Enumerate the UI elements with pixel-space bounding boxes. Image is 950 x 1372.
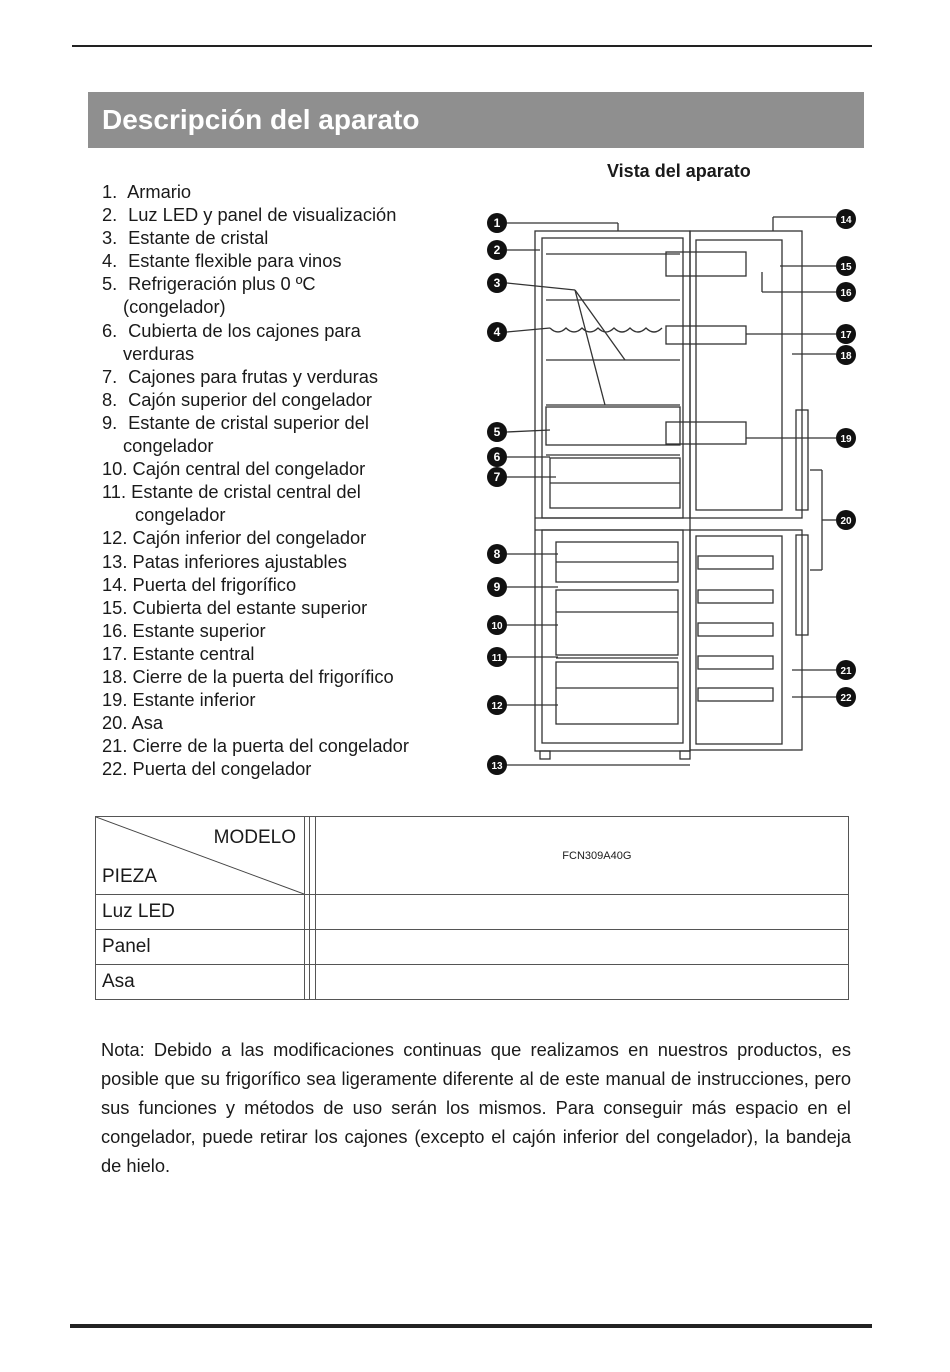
- svg-text:1: 1: [493, 216, 501, 230]
- model-header: MODELO: [213, 827, 296, 848]
- svg-text:11: 11: [491, 653, 503, 664]
- svg-text:3: 3: [493, 276, 501, 290]
- row-label: Asa: [96, 965, 305, 1000]
- svg-text:15: 15: [840, 262, 852, 273]
- table-cell: [315, 965, 848, 1000]
- part-item: 19. Estante inferior: [102, 689, 256, 711]
- table-cell: [315, 895, 848, 930]
- model-parts-table: [95, 816, 849, 1000]
- svg-text:6: 6: [493, 450, 501, 464]
- table-corner-header: [96, 817, 305, 895]
- part-item: 1. Armario: [102, 181, 192, 202]
- svg-text:2: 2: [493, 243, 501, 257]
- svg-text:10: 10: [491, 621, 503, 632]
- row-label: Luz LED: [96, 895, 305, 930]
- table-row: [96, 965, 849, 1000]
- svg-text:16: 16: [840, 288, 852, 299]
- top-rule: [72, 45, 872, 47]
- svg-text:14: 14: [840, 215, 852, 226]
- svg-text:5: 5: [493, 425, 501, 439]
- part-item: 15. Cubierta del estante superior: [102, 596, 368, 618]
- view-title: Vista del aparato: [607, 161, 751, 181]
- svg-text:4: 4: [493, 325, 501, 339]
- model-code-cell: FCN309A40G: [315, 817, 848, 895]
- part-item: 6. Cubierta de los cajones para verduras: [102, 319, 361, 364]
- freezer-door: [690, 530, 802, 750]
- svg-text:20: 20: [840, 516, 852, 527]
- note-paragraph: Nota: Debido a las modificaciones continuas que realizamos en nuestros productos, es posible que su frigorífico sea ligeramente diferente al de este manual de instrucciones, pero sus funciones y métodos de uso serán los mismos. Para conseguir más espacio en el congelador, puede retirar los cajones (excepto el cajón inferior del congelador), la bandeja de hielo.: [101, 1039, 851, 1177]
- part-item: 2. Luz LED y panel de visualización: [102, 204, 397, 226]
- part-item: 18. Cierre de la puerta del frigorífico: [102, 665, 394, 687]
- part-item: 3. Estante de cristal: [102, 227, 269, 249]
- part-item: 17. Estante central: [102, 642, 255, 664]
- part-item: 10. Cajón central del congelador: [102, 458, 366, 480]
- svg-text:13: 13: [491, 761, 503, 772]
- svg-text:12: 12: [491, 701, 503, 712]
- part-item: 5. Refrigeración plus 0 ºC (congelador): [102, 273, 316, 318]
- svg-text:22: 22: [840, 693, 852, 704]
- part-item: 7. Cajones para frutas y verduras: [102, 365, 379, 387]
- part-item: 13. Patas inferiores ajustables: [102, 550, 347, 572]
- part-item: 11. Estante de cristal central del congelador: [102, 481, 361, 526]
- part-item: 12. Cajón inferior del congelador: [102, 527, 367, 549]
- section-banner: [88, 92, 864, 148]
- part-item: 16. Estante superior: [102, 619, 266, 641]
- section-title: Descripción del aparato: [102, 104, 420, 135]
- svg-text:18: 18: [840, 351, 852, 362]
- bottom-rule: [70, 1324, 872, 1328]
- part-item: 20. Asa: [102, 712, 164, 734]
- svg-text:9: 9: [493, 580, 501, 594]
- svg-text:17: 17: [840, 330, 852, 341]
- part-item: 9. Estante de cristal superior del congelador: [102, 411, 369, 457]
- part-item: 14. Puerta del frigorífico: [102, 573, 297, 595]
- part-item: 4. Estante flexible para vinos: [102, 250, 342, 272]
- part-item: 22. Puerta del congelador: [102, 758, 312, 780]
- svg-text:8: 8: [493, 547, 501, 561]
- svg-text:21: 21: [840, 666, 852, 677]
- row-label: Panel: [96, 930, 305, 965]
- part-header: PIEZA: [102, 866, 157, 887]
- table-row: [96, 895, 849, 930]
- svg-text:7: 7: [493, 470, 501, 484]
- fridge-diagram: [480, 200, 870, 780]
- table-cell: [315, 930, 848, 965]
- part-item: 21. Cierre de la puerta del congelador: [102, 735, 409, 757]
- table-header-row: [96, 817, 849, 895]
- cabinet-outline: [535, 231, 690, 751]
- table-row: [96, 930, 849, 965]
- part-item: 8. Cajón superior del congelador: [102, 388, 372, 410]
- parts-list: [102, 180, 462, 780]
- svg-text:19: 19: [840, 434, 852, 445]
